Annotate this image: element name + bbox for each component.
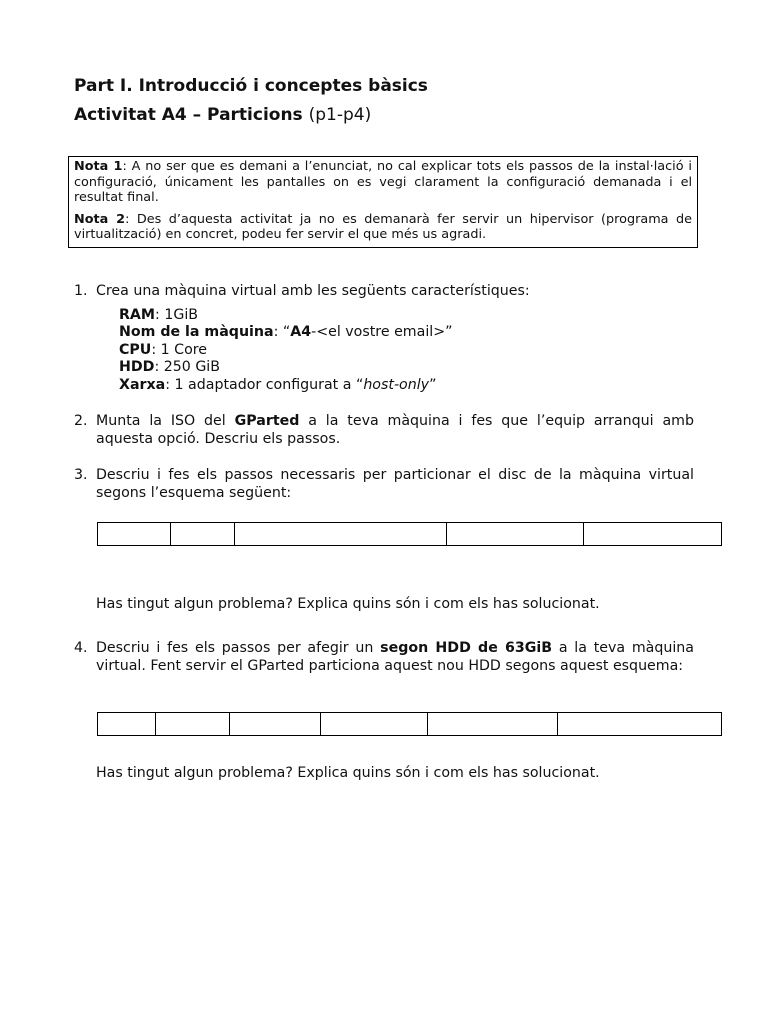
- activity-title-text: Activitat A4 – Particions: [74, 105, 303, 125]
- question-2-text: Munta la ISO del GParted a la teva màquina i fes que l’equip arranqui amb aquesta opció. Descriu els passos.: [96, 413, 694, 447]
- question-1: [74, 283, 694, 301]
- note-2-text: : Des d’aquesta activitat ja no es demanarà fer servir un hipervisor (programa de virtualització) en concret, podeu fer servir el que més us agradi.: [74, 211, 692, 242]
- notes-box: [68, 156, 698, 248]
- partition-cell: [558, 713, 721, 735]
- partition-cell: [235, 523, 447, 545]
- question-4-text: Descriu i fes els passos per afegir un segon HDD de 63GiB a la teva màquina virtual. Fent servir el GParted particiona aquest nou HDD segons aquest esquema:: [96, 640, 694, 674]
- activity-pages: (p1-p4): [308, 105, 372, 125]
- question-2-number: 2.: [74, 413, 88, 429]
- note-1: [74, 159, 692, 206]
- note-2-label: Nota 2: [74, 211, 126, 227]
- question-4-followup: Has tingut algun problema? Explica quins són i com els has solucionat.: [96, 765, 600, 781]
- note-1-text: : A no ser que es demani a l’enunciat, no cal explicar tots els passos de la instal·lació i configuració, únicament les pantalles on es vegi clarament la configuració demanada i el resultat final.: [74, 159, 692, 205]
- partition-cell: [230, 713, 321, 735]
- spec-hdd: HDD: 250 GiB: [119, 359, 220, 376]
- partition-cell: [98, 713, 156, 735]
- vm-spec-list: [119, 307, 452, 394]
- partition-scheme-table-1: [97, 522, 722, 546]
- question-2: [74, 413, 694, 448]
- partition-cell: [584, 523, 721, 545]
- partition-cell: [321, 713, 428, 735]
- partition-cell: [156, 713, 230, 735]
- note-1-label: Nota 1: [74, 159, 123, 174]
- question-1-number: 1.: [74, 283, 88, 299]
- question-3-number: 3.: [74, 467, 88, 483]
- question-4-number: 4.: [74, 640, 88, 656]
- partition-scheme-table-2: [97, 712, 722, 736]
- part-title: Part I. Introducció i conceptes bàsics: [74, 76, 428, 96]
- spec-ram: RAM: 1GiB: [119, 307, 199, 323]
- partition-cell: [428, 713, 558, 735]
- spec-cpu: CPU: 1 Core: [119, 341, 208, 358]
- question-3: [74, 467, 694, 502]
- spec-name: Nom de la màquina: “A4-<el vostre email>”: [119, 324, 453, 341]
- question-3-followup: Has tingut algun problema? Explica quins són i com els has solucionat.: [96, 596, 600, 612]
- partition-cell: [98, 523, 171, 545]
- question-1-text: Crea una màquina virtual amb les següents característiques:: [96, 283, 530, 299]
- activity-title: [74, 105, 371, 125]
- question-3-text: Descriu i fes els passos necessaris per particionar el disc de la màquina virtual segons l’esquema següent:: [96, 467, 694, 501]
- spec-network: Xarxa: 1 adaptador configurat a “host-only”: [119, 376, 437, 393]
- partition-cell: [447, 523, 584, 545]
- question-4: [74, 640, 694, 675]
- note-2: [74, 212, 692, 243]
- partition-cell: [171, 523, 235, 545]
